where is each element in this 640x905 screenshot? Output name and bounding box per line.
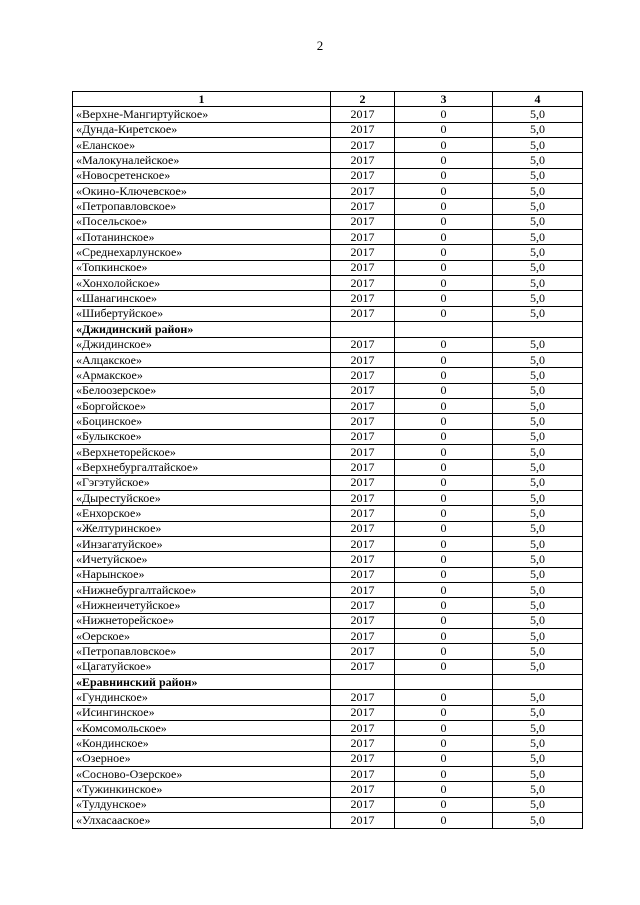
cell-name: «Кондинское» xyxy=(73,736,331,751)
cell-col3: 0 xyxy=(395,199,493,214)
cell-year: 2017 xyxy=(331,214,395,229)
cell-name: «Исингинское» xyxy=(73,705,331,720)
table-body xyxy=(73,107,583,828)
cell-col3: 0 xyxy=(395,429,493,444)
cell-year: 2017 xyxy=(331,490,395,505)
cell-year: 2017 xyxy=(331,184,395,199)
cell-year: 2017 xyxy=(331,567,395,582)
cell-name: «Малокуналейское» xyxy=(73,153,331,168)
cell-col4 xyxy=(493,675,583,690)
table-row xyxy=(73,767,583,782)
cell-year: 2017 xyxy=(331,690,395,705)
cell-col4: 5,0 xyxy=(493,797,583,812)
cell-col4: 5,0 xyxy=(493,598,583,613)
cell-col3: 0 xyxy=(395,583,493,598)
cell-year: 2017 xyxy=(331,705,395,720)
cell-col4: 5,0 xyxy=(493,429,583,444)
cell-col4 xyxy=(493,322,583,337)
cell-col4: 5,0 xyxy=(493,414,583,429)
table-row xyxy=(73,736,583,751)
cell-name: «Топкинское» xyxy=(73,260,331,275)
cell-col3: 0 xyxy=(395,598,493,613)
cell-col4: 5,0 xyxy=(493,306,583,321)
cell-col4: 5,0 xyxy=(493,444,583,459)
table-row xyxy=(73,291,583,306)
cell-year: 2017 xyxy=(331,153,395,168)
cell-year: 2017 xyxy=(331,613,395,628)
cell-col3: 0 xyxy=(395,506,493,521)
cell-year: 2017 xyxy=(331,245,395,260)
cell-col3: 0 xyxy=(395,767,493,782)
cell-year: 2017 xyxy=(331,598,395,613)
table-row xyxy=(73,184,583,199)
table-row xyxy=(73,306,583,321)
cell-name: «Джидинское» xyxy=(73,337,331,352)
cell-col3: 0 xyxy=(395,230,493,245)
cell-name: «Улхасаaское» xyxy=(73,813,331,828)
table-row xyxy=(73,475,583,490)
cell-name: «Тулдунское» xyxy=(73,797,331,812)
table-row xyxy=(73,521,583,536)
cell-col4: 5,0 xyxy=(493,705,583,720)
cell-col4: 5,0 xyxy=(493,230,583,245)
cell-col3: 0 xyxy=(395,168,493,183)
section-row xyxy=(73,675,583,690)
cell-col3: 0 xyxy=(395,107,493,122)
cell-col4: 5,0 xyxy=(493,552,583,567)
cell-col3: 0 xyxy=(395,352,493,367)
cell-name: «Белоозерское» xyxy=(73,383,331,398)
cell-col4: 5,0 xyxy=(493,521,583,536)
cell-name: «Нарынское» xyxy=(73,567,331,582)
cell-name: «Верхнеторейское» xyxy=(73,444,331,459)
table-row xyxy=(73,107,583,122)
cell-col3: 0 xyxy=(395,475,493,490)
cell-name: «Тужинкинское» xyxy=(73,782,331,797)
cell-col4: 5,0 xyxy=(493,506,583,521)
cell-name: «Озерное» xyxy=(73,751,331,766)
cell-col3: 0 xyxy=(395,260,493,275)
table-row xyxy=(73,490,583,505)
cell-name: «Верхнебургалтайское» xyxy=(73,460,331,475)
cell-year: 2017 xyxy=(331,429,395,444)
cell-name: «Еланское» xyxy=(73,138,331,153)
cell-col4: 5,0 xyxy=(493,245,583,260)
table-row xyxy=(73,444,583,459)
table-row xyxy=(73,429,583,444)
cell-col4: 5,0 xyxy=(493,475,583,490)
cell-year: 2017 xyxy=(331,767,395,782)
cell-name: «Желтуринское» xyxy=(73,521,331,536)
cell-col4: 5,0 xyxy=(493,690,583,705)
cell-year: 2017 xyxy=(331,122,395,137)
cell-year: 2017 xyxy=(331,736,395,751)
cell-col3: 0 xyxy=(395,276,493,291)
cell-col3: 0 xyxy=(395,398,493,413)
cell-name: «Среднехарлунское» xyxy=(73,245,331,260)
table-row xyxy=(73,122,583,137)
cell-name: «Нижнеичетуйское» xyxy=(73,598,331,613)
cell-col4: 5,0 xyxy=(493,153,583,168)
cell-col3: 0 xyxy=(395,138,493,153)
cell-col4: 5,0 xyxy=(493,767,583,782)
cell-year: 2017 xyxy=(331,813,395,828)
cell-year: 2017 xyxy=(331,475,395,490)
cell-col4: 5,0 xyxy=(493,629,583,644)
cell-col3: 0 xyxy=(395,414,493,429)
cell-col4: 5,0 xyxy=(493,214,583,229)
cell-name: «Боргойское» xyxy=(73,398,331,413)
cell-col3: 0 xyxy=(395,751,493,766)
cell-col3: 0 xyxy=(395,383,493,398)
cell-name: «Сосново-Озерское» xyxy=(73,767,331,782)
cell-col4: 5,0 xyxy=(493,168,583,183)
cell-col4: 5,0 xyxy=(493,398,583,413)
cell-name: «Нижнебургалтайское» xyxy=(73,583,331,598)
cell-name: «Шанагинское» xyxy=(73,291,331,306)
cell-year: 2017 xyxy=(331,168,395,183)
cell-col4: 5,0 xyxy=(493,337,583,352)
cell-col3: 0 xyxy=(395,736,493,751)
cell-year: 2017 xyxy=(331,306,395,321)
cell-col4: 5,0 xyxy=(493,536,583,551)
cell-col3: 0 xyxy=(395,629,493,644)
cell-col4: 5,0 xyxy=(493,122,583,137)
cell-year: 2017 xyxy=(331,797,395,812)
data-table xyxy=(72,91,583,829)
cell-col4: 5,0 xyxy=(493,613,583,628)
cell-year: 2017 xyxy=(331,291,395,306)
cell-col3 xyxy=(395,675,493,690)
table-row xyxy=(73,153,583,168)
cell-col3: 0 xyxy=(395,368,493,383)
cell-name: «Булыкское» xyxy=(73,429,331,444)
cell-col3: 0 xyxy=(395,153,493,168)
cell-col4: 5,0 xyxy=(493,260,583,275)
cell-name: «Петропавловское» xyxy=(73,644,331,659)
cell-name: «Инзагатуйское» xyxy=(73,536,331,551)
cell-year: 2017 xyxy=(331,782,395,797)
table-row xyxy=(73,398,583,413)
cell-name: «Дунда-Киретское» xyxy=(73,122,331,137)
table-row xyxy=(73,199,583,214)
table-row xyxy=(73,260,583,275)
cell-col4: 5,0 xyxy=(493,644,583,659)
table-row xyxy=(73,352,583,367)
table-row xyxy=(73,659,583,674)
table-row xyxy=(73,552,583,567)
table-row xyxy=(73,813,583,828)
cell-name: «Ичетуйское» xyxy=(73,552,331,567)
table-row xyxy=(73,506,583,521)
cell-year: 2017 xyxy=(331,521,395,536)
cell-name: «Гэгэтуйское» xyxy=(73,475,331,490)
table-row xyxy=(73,598,583,613)
cell-col4: 5,0 xyxy=(493,583,583,598)
table-row xyxy=(73,414,583,429)
cell-col4: 5,0 xyxy=(493,460,583,475)
table-header-row xyxy=(73,92,583,107)
cell-year: 2017 xyxy=(331,552,395,567)
table-row xyxy=(73,751,583,766)
cell-year: 2017 xyxy=(331,536,395,551)
cell-year: 2017 xyxy=(331,583,395,598)
cell-year: 2017 xyxy=(331,398,395,413)
table-row xyxy=(73,797,583,812)
table-row xyxy=(73,536,583,551)
cell-col3: 0 xyxy=(395,813,493,828)
cell-col3: 0 xyxy=(395,490,493,505)
cell-col3: 0 xyxy=(395,214,493,229)
cell-col3: 0 xyxy=(395,567,493,582)
cell-name: «Дырестуйское» xyxy=(73,490,331,505)
cell-col4: 5,0 xyxy=(493,751,583,766)
cell-col3: 0 xyxy=(395,613,493,628)
cell-col3: 0 xyxy=(395,536,493,551)
cell-name: «Оерское» xyxy=(73,629,331,644)
cell-year: 2017 xyxy=(331,644,395,659)
cell-col3: 0 xyxy=(395,122,493,137)
cell-year: 2017 xyxy=(331,230,395,245)
cell-year: 2017 xyxy=(331,352,395,367)
table-row xyxy=(73,644,583,659)
cell-year: 2017 xyxy=(331,337,395,352)
cell-year: 2017 xyxy=(331,460,395,475)
cell-col4: 5,0 xyxy=(493,291,583,306)
cell-col4: 5,0 xyxy=(493,383,583,398)
cell-name: «Комсомольское» xyxy=(73,721,331,736)
cell-name: «Шибертуйское» xyxy=(73,306,331,321)
table-row xyxy=(73,460,583,475)
cell-year: 2017 xyxy=(331,444,395,459)
cell-col4: 5,0 xyxy=(493,368,583,383)
cell-year: 2017 xyxy=(331,260,395,275)
cell-col3: 0 xyxy=(395,291,493,306)
cell-col3: 0 xyxy=(395,690,493,705)
cell-name: «Еравнинский район» xyxy=(73,675,331,690)
table-row xyxy=(73,613,583,628)
cell-col3: 0 xyxy=(395,306,493,321)
cell-col4: 5,0 xyxy=(493,138,583,153)
table-row xyxy=(73,168,583,183)
cell-year xyxy=(331,322,395,337)
header-col-3: 3 xyxy=(395,92,493,107)
cell-col4: 5,0 xyxy=(493,736,583,751)
cell-name: «Петропавловское» xyxy=(73,199,331,214)
cell-year xyxy=(331,675,395,690)
cell-name: «Гундинское» xyxy=(73,690,331,705)
table-row xyxy=(73,690,583,705)
cell-year: 2017 xyxy=(331,368,395,383)
cell-year: 2017 xyxy=(331,721,395,736)
cell-col4: 5,0 xyxy=(493,813,583,828)
table-row xyxy=(73,138,583,153)
table-row xyxy=(73,629,583,644)
table-row xyxy=(73,721,583,736)
cell-col3: 0 xyxy=(395,552,493,567)
cell-year: 2017 xyxy=(331,383,395,398)
cell-year: 2017 xyxy=(331,107,395,122)
cell-year: 2017 xyxy=(331,506,395,521)
cell-name: «Нижнеторейское» xyxy=(73,613,331,628)
cell-col3: 0 xyxy=(395,184,493,199)
cell-col3: 0 xyxy=(395,705,493,720)
table-row xyxy=(73,214,583,229)
cell-col4: 5,0 xyxy=(493,184,583,199)
table-row xyxy=(73,276,583,291)
cell-name: «Посельское» xyxy=(73,214,331,229)
table-row xyxy=(73,337,583,352)
cell-name: «Армакское» xyxy=(73,368,331,383)
cell-col3: 0 xyxy=(395,521,493,536)
table-row xyxy=(73,230,583,245)
cell-col4: 5,0 xyxy=(493,352,583,367)
table-row xyxy=(73,782,583,797)
cell-name: «Цагатуйское» xyxy=(73,659,331,674)
cell-name: «Джидинский район» xyxy=(73,322,331,337)
header-col-1: 1 xyxy=(73,92,331,107)
table-row xyxy=(73,567,583,582)
cell-col4: 5,0 xyxy=(493,567,583,582)
cell-col4: 5,0 xyxy=(493,721,583,736)
cell-col3: 0 xyxy=(395,797,493,812)
cell-col4: 5,0 xyxy=(493,107,583,122)
cell-col3 xyxy=(395,322,493,337)
header-col-4: 4 xyxy=(493,92,583,107)
header-col-2: 2 xyxy=(331,92,395,107)
cell-name: «Окино-Ключевское» xyxy=(73,184,331,199)
cell-name: «Хонхолойское» xyxy=(73,276,331,291)
cell-col3: 0 xyxy=(395,444,493,459)
cell-col4: 5,0 xyxy=(493,199,583,214)
cell-year: 2017 xyxy=(331,629,395,644)
table-row xyxy=(73,368,583,383)
cell-name: «Верхне-Мангиртуйское» xyxy=(73,107,331,122)
cell-year: 2017 xyxy=(331,414,395,429)
cell-name: «Новосретенское» xyxy=(73,168,331,183)
cell-name: «Потанинское» xyxy=(73,230,331,245)
cell-name: «Боцинское» xyxy=(73,414,331,429)
cell-name: «Енхорское» xyxy=(73,506,331,521)
cell-year: 2017 xyxy=(331,659,395,674)
cell-col3: 0 xyxy=(395,245,493,260)
cell-col3: 0 xyxy=(395,782,493,797)
cell-col3: 0 xyxy=(395,659,493,674)
cell-year: 2017 xyxy=(331,138,395,153)
cell-col3: 0 xyxy=(395,721,493,736)
table-row xyxy=(73,383,583,398)
cell-col4: 5,0 xyxy=(493,782,583,797)
cell-col3: 0 xyxy=(395,644,493,659)
cell-name: «Алцакское» xyxy=(73,352,331,367)
cell-year: 2017 xyxy=(331,199,395,214)
table-row xyxy=(73,705,583,720)
cell-col4: 5,0 xyxy=(493,659,583,674)
table-row xyxy=(73,245,583,260)
cell-col4: 5,0 xyxy=(493,276,583,291)
cell-year: 2017 xyxy=(331,276,395,291)
section-row xyxy=(73,322,583,337)
cell-year: 2017 xyxy=(331,751,395,766)
table-row xyxy=(73,583,583,598)
cell-col3: 0 xyxy=(395,337,493,352)
cell-col3: 0 xyxy=(395,460,493,475)
cell-col4: 5,0 xyxy=(493,490,583,505)
page-number: 2 xyxy=(316,38,324,53)
